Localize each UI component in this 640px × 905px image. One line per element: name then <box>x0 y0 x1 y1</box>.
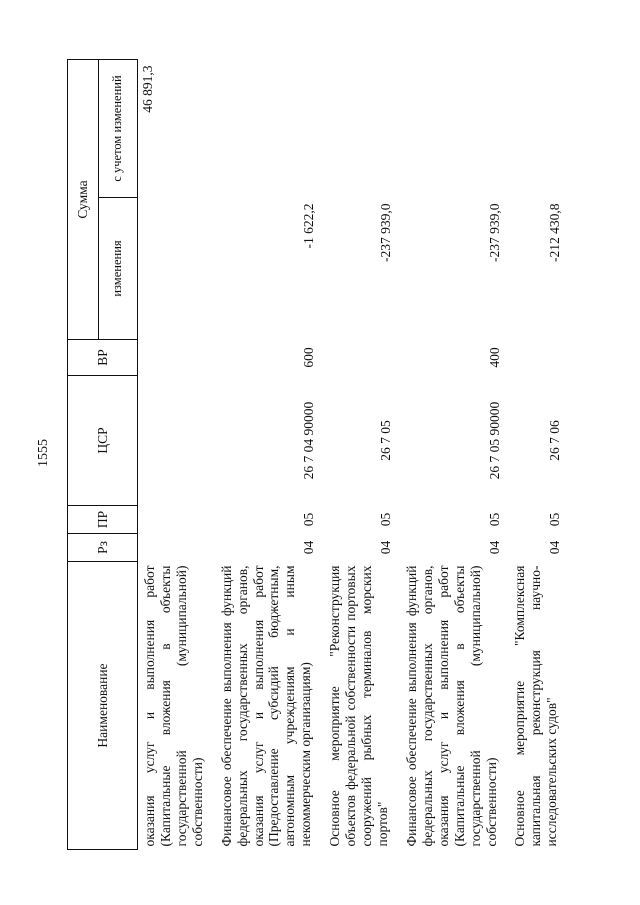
row-vr <box>138 340 209 376</box>
header-name: Наименование <box>68 562 138 850</box>
row-name: Финансовое обеспечение выполнения функций федеральных государственных органов, оказания услуг и выполнения работ (Предоставление субсидий бюджетным, автономным учреждениям и иным некоммерческим организациям) <box>218 565 314 847</box>
row-change: -237 939,0 <box>377 203 393 262</box>
header-pr: ПР <box>68 506 138 534</box>
row-rz <box>138 534 209 562</box>
row-with-change: 46 891,3 <box>140 65 155 113</box>
header-with-change: с учетом изменений <box>99 59 138 197</box>
row-with-change <box>317 59 394 197</box>
row-change <box>138 198 209 340</box>
row-vr: 400 <box>486 347 502 368</box>
row-change: -1 622,2 <box>301 203 317 249</box>
header-sum: Сумма <box>68 59 99 339</box>
row-pr: 05 <box>547 512 563 527</box>
table-row <box>138 59 209 849</box>
header-vr: ВР <box>68 340 138 376</box>
row-rz: 04 <box>547 540 563 555</box>
row-change: -212 430,8 <box>547 203 563 262</box>
row-pr: 05 <box>486 512 502 527</box>
row-name: Финансовое обеспечение выполнения функций федеральных государственных органов, оказания услуг и выполнения работ (Капитальные вложения в объекты государственной (муниципальной) собственности) <box>403 565 499 847</box>
row-change: -237 939,0 <box>486 203 502 262</box>
row-name: Основное мероприятие "Реконструкция объектов федеральной собственности портовых сооружений рыбных терминалов морских портов" <box>327 565 390 847</box>
table-row <box>502 59 563 849</box>
page-number: 1555 <box>36 439 51 467</box>
row-rz: 04 <box>486 540 502 555</box>
header-change: изменения <box>99 198 138 340</box>
table-row <box>394 59 503 849</box>
header-rz: Рз <box>68 534 138 562</box>
row-csr <box>138 376 209 506</box>
budget-table-rotated <box>67 60 637 850</box>
row-vr <box>502 340 563 376</box>
budget-table <box>67 59 563 850</box>
row-pr: 05 <box>377 512 393 527</box>
row-csr: 26 7 05 <box>377 420 393 461</box>
header-csr: ЦСР <box>68 376 138 506</box>
table-row <box>317 59 394 849</box>
row-csr: 26 7 05 90000 <box>486 401 502 480</box>
row-vr: 600 <box>301 347 317 368</box>
row-pr: 05 <box>301 512 317 527</box>
row-csr: 26 7 06 <box>547 420 563 461</box>
row-vr <box>317 340 394 376</box>
row-pr <box>138 506 209 534</box>
row-rz: 04 <box>301 540 317 555</box>
row-with-change <box>502 59 563 197</box>
table-row <box>209 59 318 849</box>
row-rz: 04 <box>377 540 393 555</box>
row-name: оказания услуг и выполнения работ (Капитальные вложения в объекты государственной (муниципальной) собственности) <box>142 565 205 847</box>
row-name: Основное мероприятие "Комплексная капитальная реконструкция научно-исследовательских судов" <box>512 565 560 847</box>
row-csr: 26 7 04 90000 <box>301 401 317 480</box>
row-with-change <box>209 59 318 197</box>
row-with-change <box>394 59 503 197</box>
